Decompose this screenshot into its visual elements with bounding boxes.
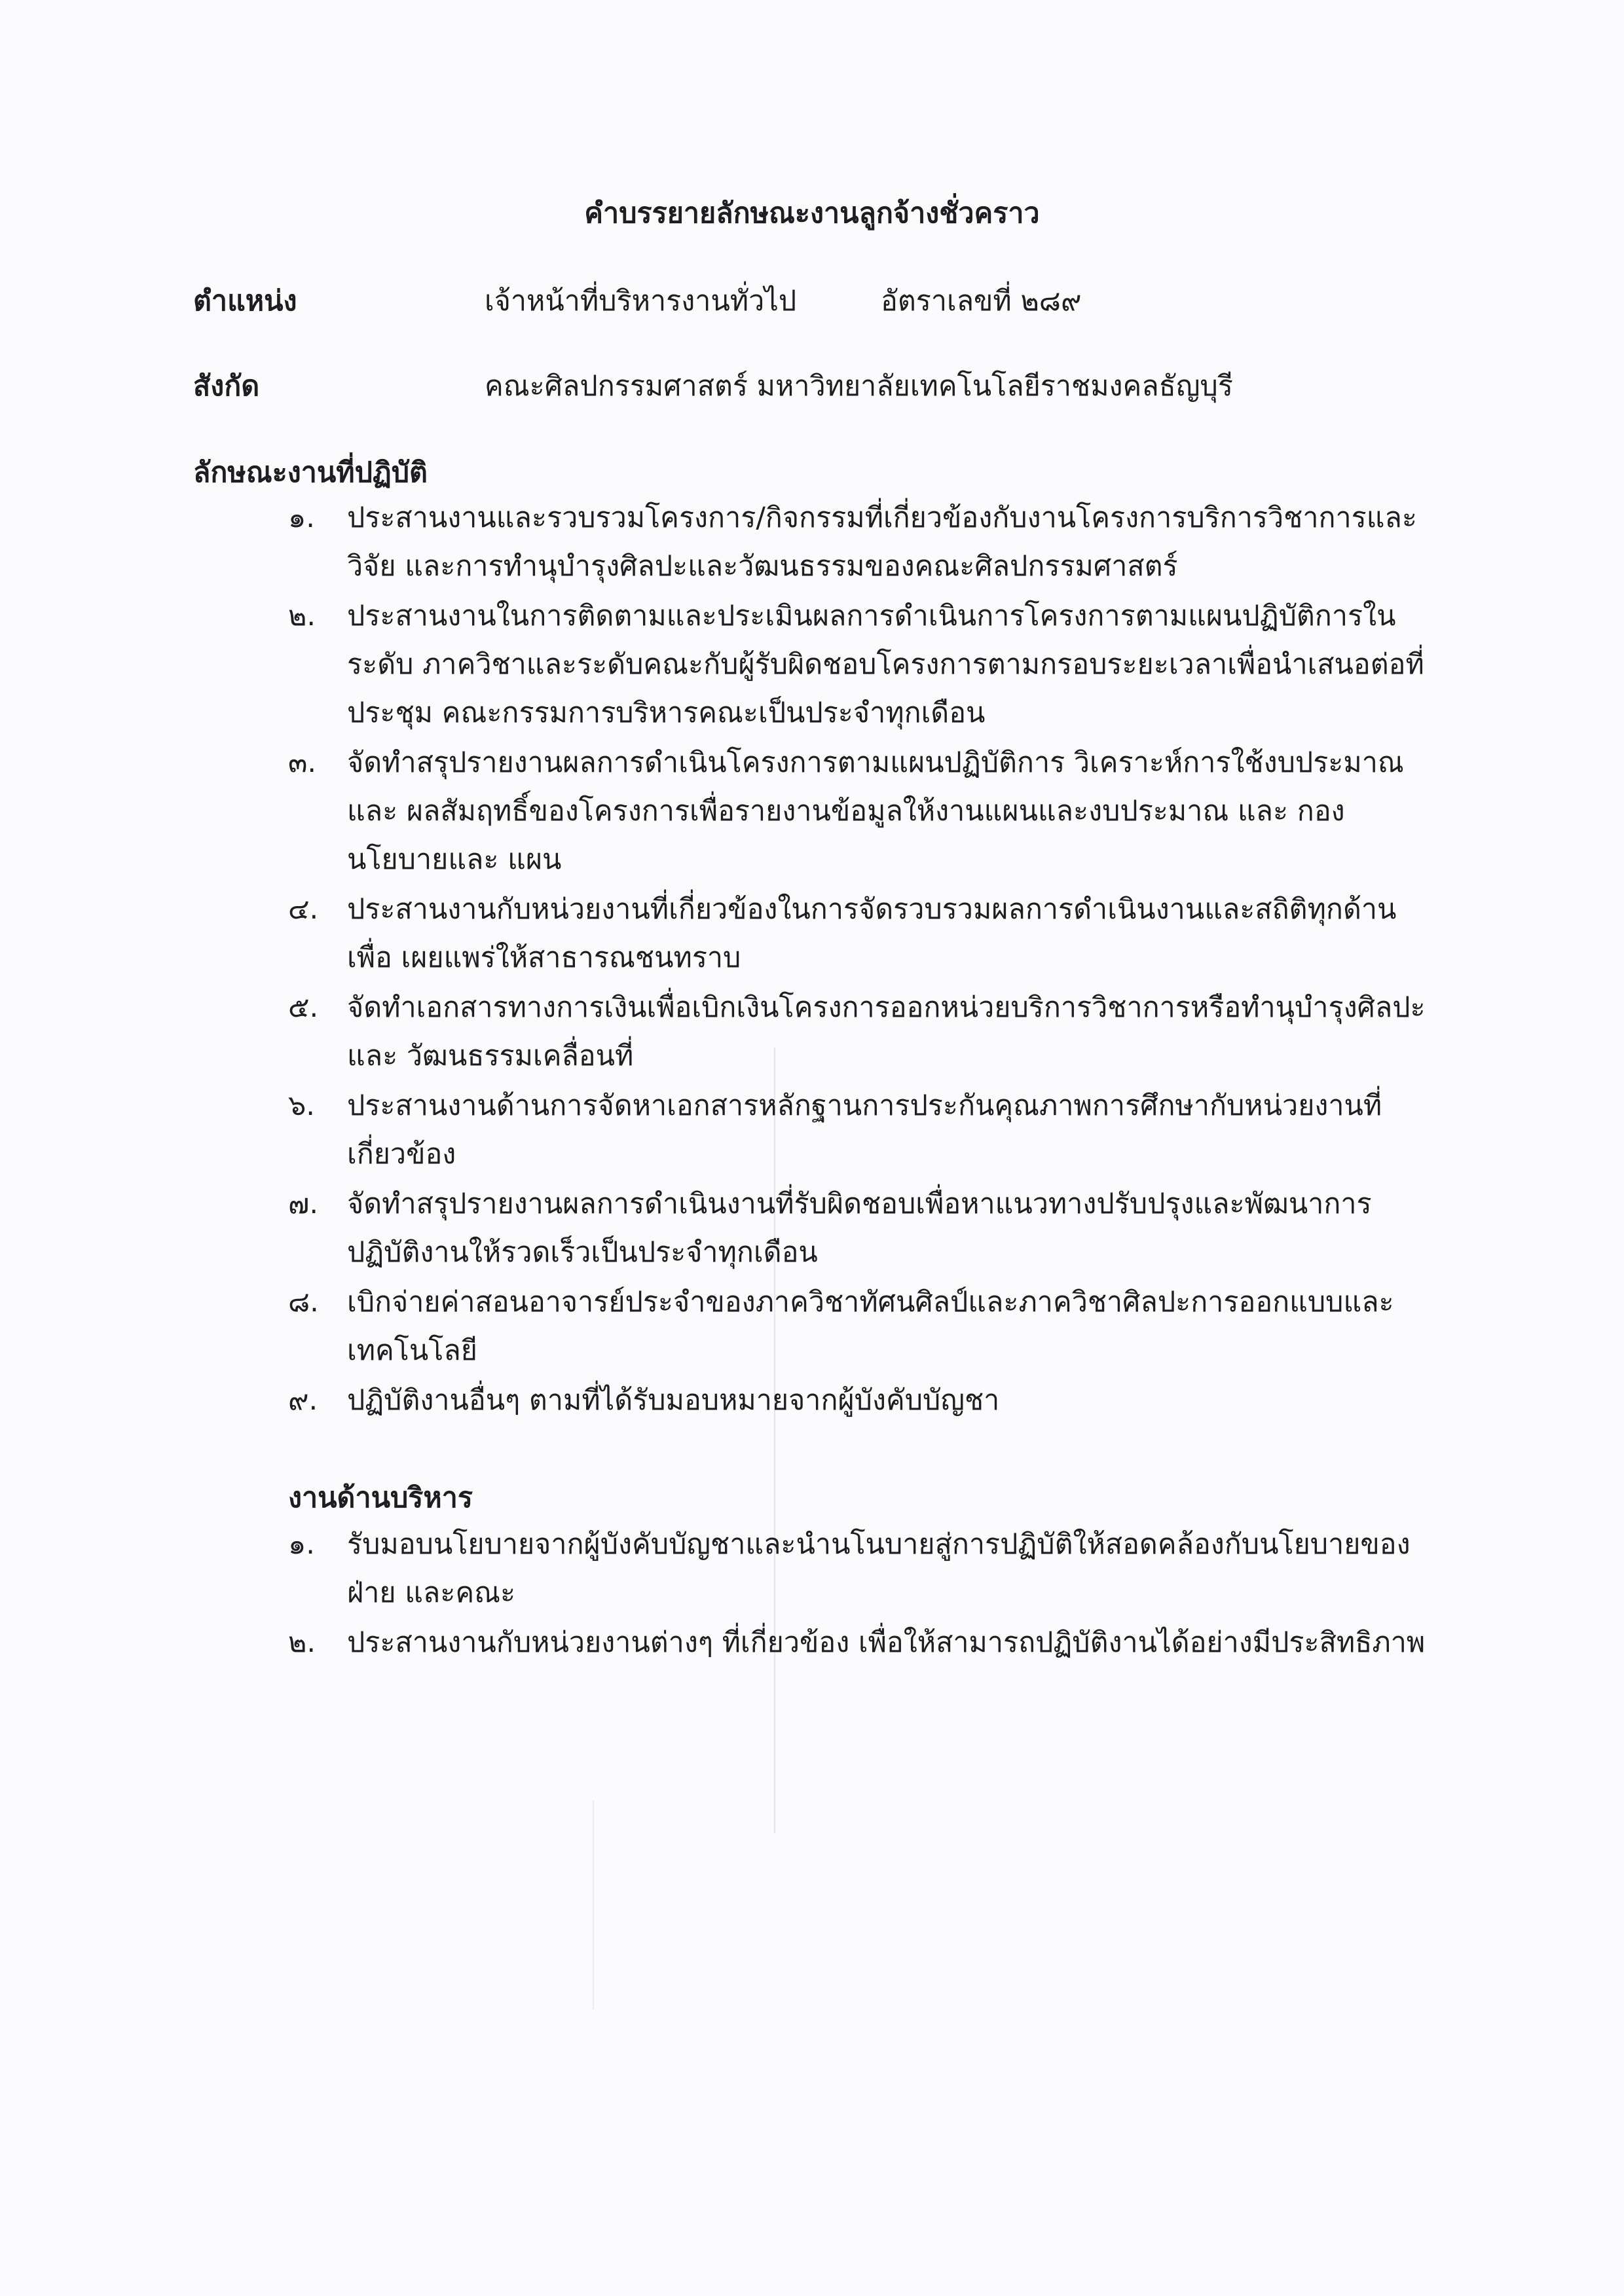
- list-item-text: ประสานงานด้านการจัดหาเอกสารหลักฐานการประกันคุณภาพการศึกษากับหน่วยงานที่ เกี่ยวข้อง: [347, 1089, 1382, 1171]
- list-item-text: ประสานงานและรวบรวมโครงการ/กิจกรรมที่เกี่ยวข้องกับงานโครงการบริการวิชาการและวิจัย และการทำนุบำรุงศิลปะและวัฒนธรรมของคณะศิลปกรรมศาสตร์: [347, 501, 1417, 583]
- list-item-number: ๕.: [288, 991, 319, 1024]
- list-item: [288, 592, 1428, 737]
- list-item: [288, 983, 1428, 1080]
- list-item-number: ๔.: [288, 893, 319, 926]
- list-item-number: ๗.: [288, 1188, 319, 1220]
- list-item-text: ประสานงานกับหน่วยงานที่เกี่ยวข้องในการจัดรวบรวมผลการดำเนินงานและสถิติทุกด้านเพื่อ เผยแพร่ให้สาธารณชนทราบ: [347, 893, 1397, 974]
- affiliation-value: คณะศิลปกรรมศาสตร์ มหาวิทยาลัยเทคโนโลยีราชมงคลธัญบุรี: [485, 370, 1233, 403]
- list-item-number: ๓.: [288, 746, 317, 779]
- list-item-text: รับมอบนโยบายจากผู้บังคับบัญชาและนำนโนบายสู่การปฏิบัติให้สอดคล้องกับนโยบายของฝ่าย และคณะ: [347, 1528, 1411, 1609]
- list-item: [288, 1376, 1428, 1425]
- list-item-number: ๑.: [288, 501, 315, 534]
- duties-list: [288, 494, 1428, 1426]
- position-value: เจ้าหน้าที่บริหารงานทั่วไป: [485, 285, 797, 318]
- list-item-number: ๒.: [288, 600, 316, 632]
- list-item-text: จัดทำสรุปรายงานผลการดำเนินงานที่รับผิดชอบเพื่อหาแนวทางปรับปรุงและพัฒนาการ ปฏิบัติงานให้รวดเร็วเป็นประจำทุกเดือน: [347, 1188, 1372, 1269]
- rate-number: อัตราเลขที่ ๒๘๙: [881, 285, 1082, 318]
- list-item-number: ๘.: [288, 1286, 319, 1319]
- admin-heading: งานด้านบริหาร: [288, 1482, 473, 1514]
- admin-list: [288, 1520, 1428, 1668]
- list-item-number: ๑.: [288, 1528, 315, 1561]
- list-item-text: จัดทำเอกสารทางการเงินเพื่อเบิกเงินโครงการออกหน่วยบริการวิชาการหรือทำนุบำรุงศิลปะและ วัฒนธรรมเคลื่อนที่: [347, 991, 1426, 1072]
- list-item: [288, 738, 1428, 884]
- affiliation-label: สังกัด: [193, 370, 260, 403]
- list-item-text: ปฏิบัติงานอื่นๆ ตามที่ได้รับมอบหมายจากผู้บังคับบัญชา: [347, 1384, 1000, 1417]
- list-item: [288, 494, 1428, 591]
- list-item-number: ๖.: [288, 1089, 315, 1122]
- list-item-number: ๒.: [288, 1626, 316, 1659]
- list-item: [288, 1180, 1428, 1277]
- list-item: [288, 1082, 1428, 1178]
- document-title: คำบรรยายลักษณะงานลูกจ้างชั่วคราว: [584, 197, 1040, 230]
- list-item: [288, 1520, 1428, 1617]
- duties-heading: ลักษณะงานที่ปฏิบัติ: [193, 456, 428, 489]
- list-item-text: ประสานงานในการติดตามและประเมินผลการดำเนินการโครงการตามแผนปฏิบัติการในระดับ ภาควิชาและระดับคณะกับผู้รับผิดชอบโครงการตามกรอบระยะเวลาเพื่อนำเสนอต่อที่ประชุม คณะกรรมการบริหารคณะเป็นประจำทุกเดือน: [347, 600, 1424, 729]
- list-item-text: เบิกจ่ายค่าสอนอาจารย์ประจำของภาควิชาทัศนศิลป์และภาควิชาศิลปะการออกแบบและ เทคโนโลยี: [347, 1286, 1394, 1367]
- list-item-number: ๙.: [288, 1384, 318, 1417]
- list-item: [288, 885, 1428, 982]
- list-item: [288, 1278, 1428, 1375]
- list-item: [288, 1618, 1428, 1667]
- list-item-text: จัดทำสรุปรายงานผลการดำเนินโครงการตามแผนปฏิบัติการ วิเคราะห์การใช้งบประมาณและ ผลสัมฤทธิ์ของโครงการเพื่อรายงานข้อมูลให้งานแผนและงบประมาณ และ กองนโยบายและ แผน: [347, 746, 1404, 876]
- scan-artifact-line: [593, 1800, 594, 2010]
- position-label: ตำแหน่ง: [193, 285, 297, 318]
- list-item-text: ประสานงานกับหน่วยงานต่างๆ ที่เกี่ยวข้อง เพื่อให้สามารถปฏิบัติงานได้อย่างมีประสิทธิภาพ: [347, 1626, 1426, 1659]
